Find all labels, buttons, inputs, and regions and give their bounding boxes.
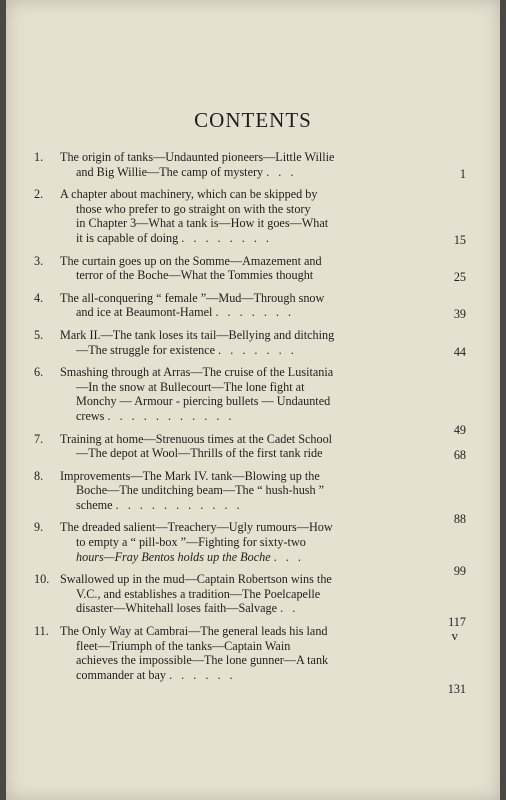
entry-line: Training at home—Strenuous times at the Cadet School bbox=[60, 431, 333, 446]
entry-line: Boche—The unditching beam—The “ hush-hush ” bbox=[76, 483, 325, 498]
leader-dots: . . . . . . . . bbox=[181, 230, 272, 245]
page-number: 131 bbox=[447, 681, 466, 696]
entry-line: —The struggle for existence bbox=[76, 342, 216, 357]
leader-dots: . . . . . . . . . . . bbox=[107, 408, 235, 423]
contents-entry bbox=[34, 468, 466, 526]
leader-dots: . . . . . . . bbox=[215, 305, 295, 320]
page-number: 99 bbox=[453, 563, 466, 578]
contents-list bbox=[34, 150, 466, 696]
page-number: 39 bbox=[453, 307, 466, 322]
entry-line: and Big Willie—The camp of mystery bbox=[76, 164, 264, 179]
entry-line: fleet—Triumph of the tanks—Captain Wain bbox=[76, 638, 291, 653]
chapter-number: 8. bbox=[34, 468, 44, 483]
leader-dots: . . . . . . bbox=[169, 667, 236, 682]
entry-line: terror of the Boche—What the Tommies thought bbox=[76, 268, 314, 283]
contents-entry bbox=[34, 328, 466, 357]
entry-line: The Only Way at Cambrai—The general leads his land bbox=[60, 624, 328, 639]
chapter-number: 7. bbox=[34, 431, 44, 446]
entry-line: Monchy — Armour - piercing bullets — Undaunted bbox=[76, 394, 331, 409]
chapter-number: 6. bbox=[34, 365, 44, 380]
entry-line: Smashing through at Arras—The cruise of the Lusitania bbox=[60, 365, 334, 380]
entry-line: V.C., and establishes a tradition—The Poelcapelle bbox=[76, 586, 321, 601]
leader-dots: . . . . . . . . . . . bbox=[115, 497, 243, 512]
page-folio: v bbox=[451, 628, 458, 643]
entry-line: Mark II.—The tank loses its tail—Bellying and ditching bbox=[60, 327, 335, 342]
entry-line: —The depot at Wool—Thrills of the first tank ride bbox=[76, 446, 323, 461]
entry-line: The dreaded salient—Treachery—Ugly rumours—How bbox=[60, 520, 333, 535]
leader-dots: . . . bbox=[266, 164, 297, 179]
page-number: 68 bbox=[453, 448, 466, 463]
chapter-number: 9. bbox=[34, 520, 44, 535]
page-number: 44 bbox=[453, 344, 466, 359]
entry-line: disaster—Whitehall loses faith—Salvage bbox=[76, 601, 278, 616]
entry-line: A chapter about machinery, which can be skipped by bbox=[60, 187, 318, 202]
chapter-number: 10. bbox=[34, 572, 50, 587]
entry-line: to empty a “ pill-box ”—Fighting for sixty-two bbox=[76, 535, 306, 550]
leader-dots: . . . bbox=[273, 549, 304, 564]
entry-line: hours—Fray Bentos holds up the Boche bbox=[76, 549, 271, 564]
entry-line: it is capable of doing bbox=[76, 230, 179, 245]
entry-line: —In the snow at Bullecourt—The lone fight at bbox=[76, 379, 305, 394]
page-number: 49 bbox=[453, 422, 466, 437]
entry-line: achieves the impossible—The lone gunner—A tank bbox=[76, 653, 329, 668]
entry-line: The origin of tanks—Undaunted pioneers—Little Willie bbox=[60, 150, 335, 164]
chapter-number: 11. bbox=[34, 624, 49, 639]
contents-entry bbox=[34, 187, 466, 245]
leader-dots: . . . . . . . bbox=[218, 342, 297, 357]
book-page bbox=[6, 0, 500, 800]
page-title: CONTENTS bbox=[194, 108, 312, 132]
page-number: 25 bbox=[453, 270, 466, 285]
entry-line: and ice at Beaumont-Hamel bbox=[76, 305, 213, 320]
page-number: 15 bbox=[453, 232, 466, 247]
page-number: 117 bbox=[448, 615, 466, 630]
contents-entry bbox=[34, 520, 466, 578]
entry-line: The all-conquering “ female ”—Mud—Through snow bbox=[60, 290, 325, 305]
entry-line: crews bbox=[76, 408, 105, 423]
entry-line: in Chapter 3—What a tank is—How it goes—What bbox=[76, 216, 329, 231]
entry-line: Swallowed up in the mud—Captain Robertson wins the bbox=[60, 572, 332, 587]
page-number: 1 bbox=[459, 166, 466, 181]
chapter-number: 1. bbox=[34, 150, 44, 164]
entry-line: The curtain goes up on the Somme—Amazement and bbox=[60, 253, 322, 268]
chapter-number: 5. bbox=[34, 327, 44, 342]
contents-entry bbox=[34, 624, 466, 696]
contents-entry bbox=[34, 150, 466, 179]
entry-line: Improvements—The Mark IV. tank—Blowing up the bbox=[60, 468, 320, 483]
entry-line: those who prefer to go straight on with the story bbox=[76, 201, 311, 216]
chapter-number: 3. bbox=[34, 253, 44, 268]
entry-line: scheme bbox=[76, 497, 113, 512]
page-number: 88 bbox=[453, 511, 466, 526]
chapter-number: 2. bbox=[34, 187, 44, 202]
contents-entry bbox=[34, 365, 466, 437]
leader-dots: . . bbox=[280, 601, 299, 616]
contents-entry bbox=[34, 291, 466, 320]
chapter-number: 4. bbox=[34, 290, 44, 305]
entry-line: commander at bay bbox=[76, 667, 167, 682]
contents-entry bbox=[34, 254, 466, 283]
contents-entry bbox=[34, 432, 466, 461]
contents-entry bbox=[34, 572, 466, 630]
